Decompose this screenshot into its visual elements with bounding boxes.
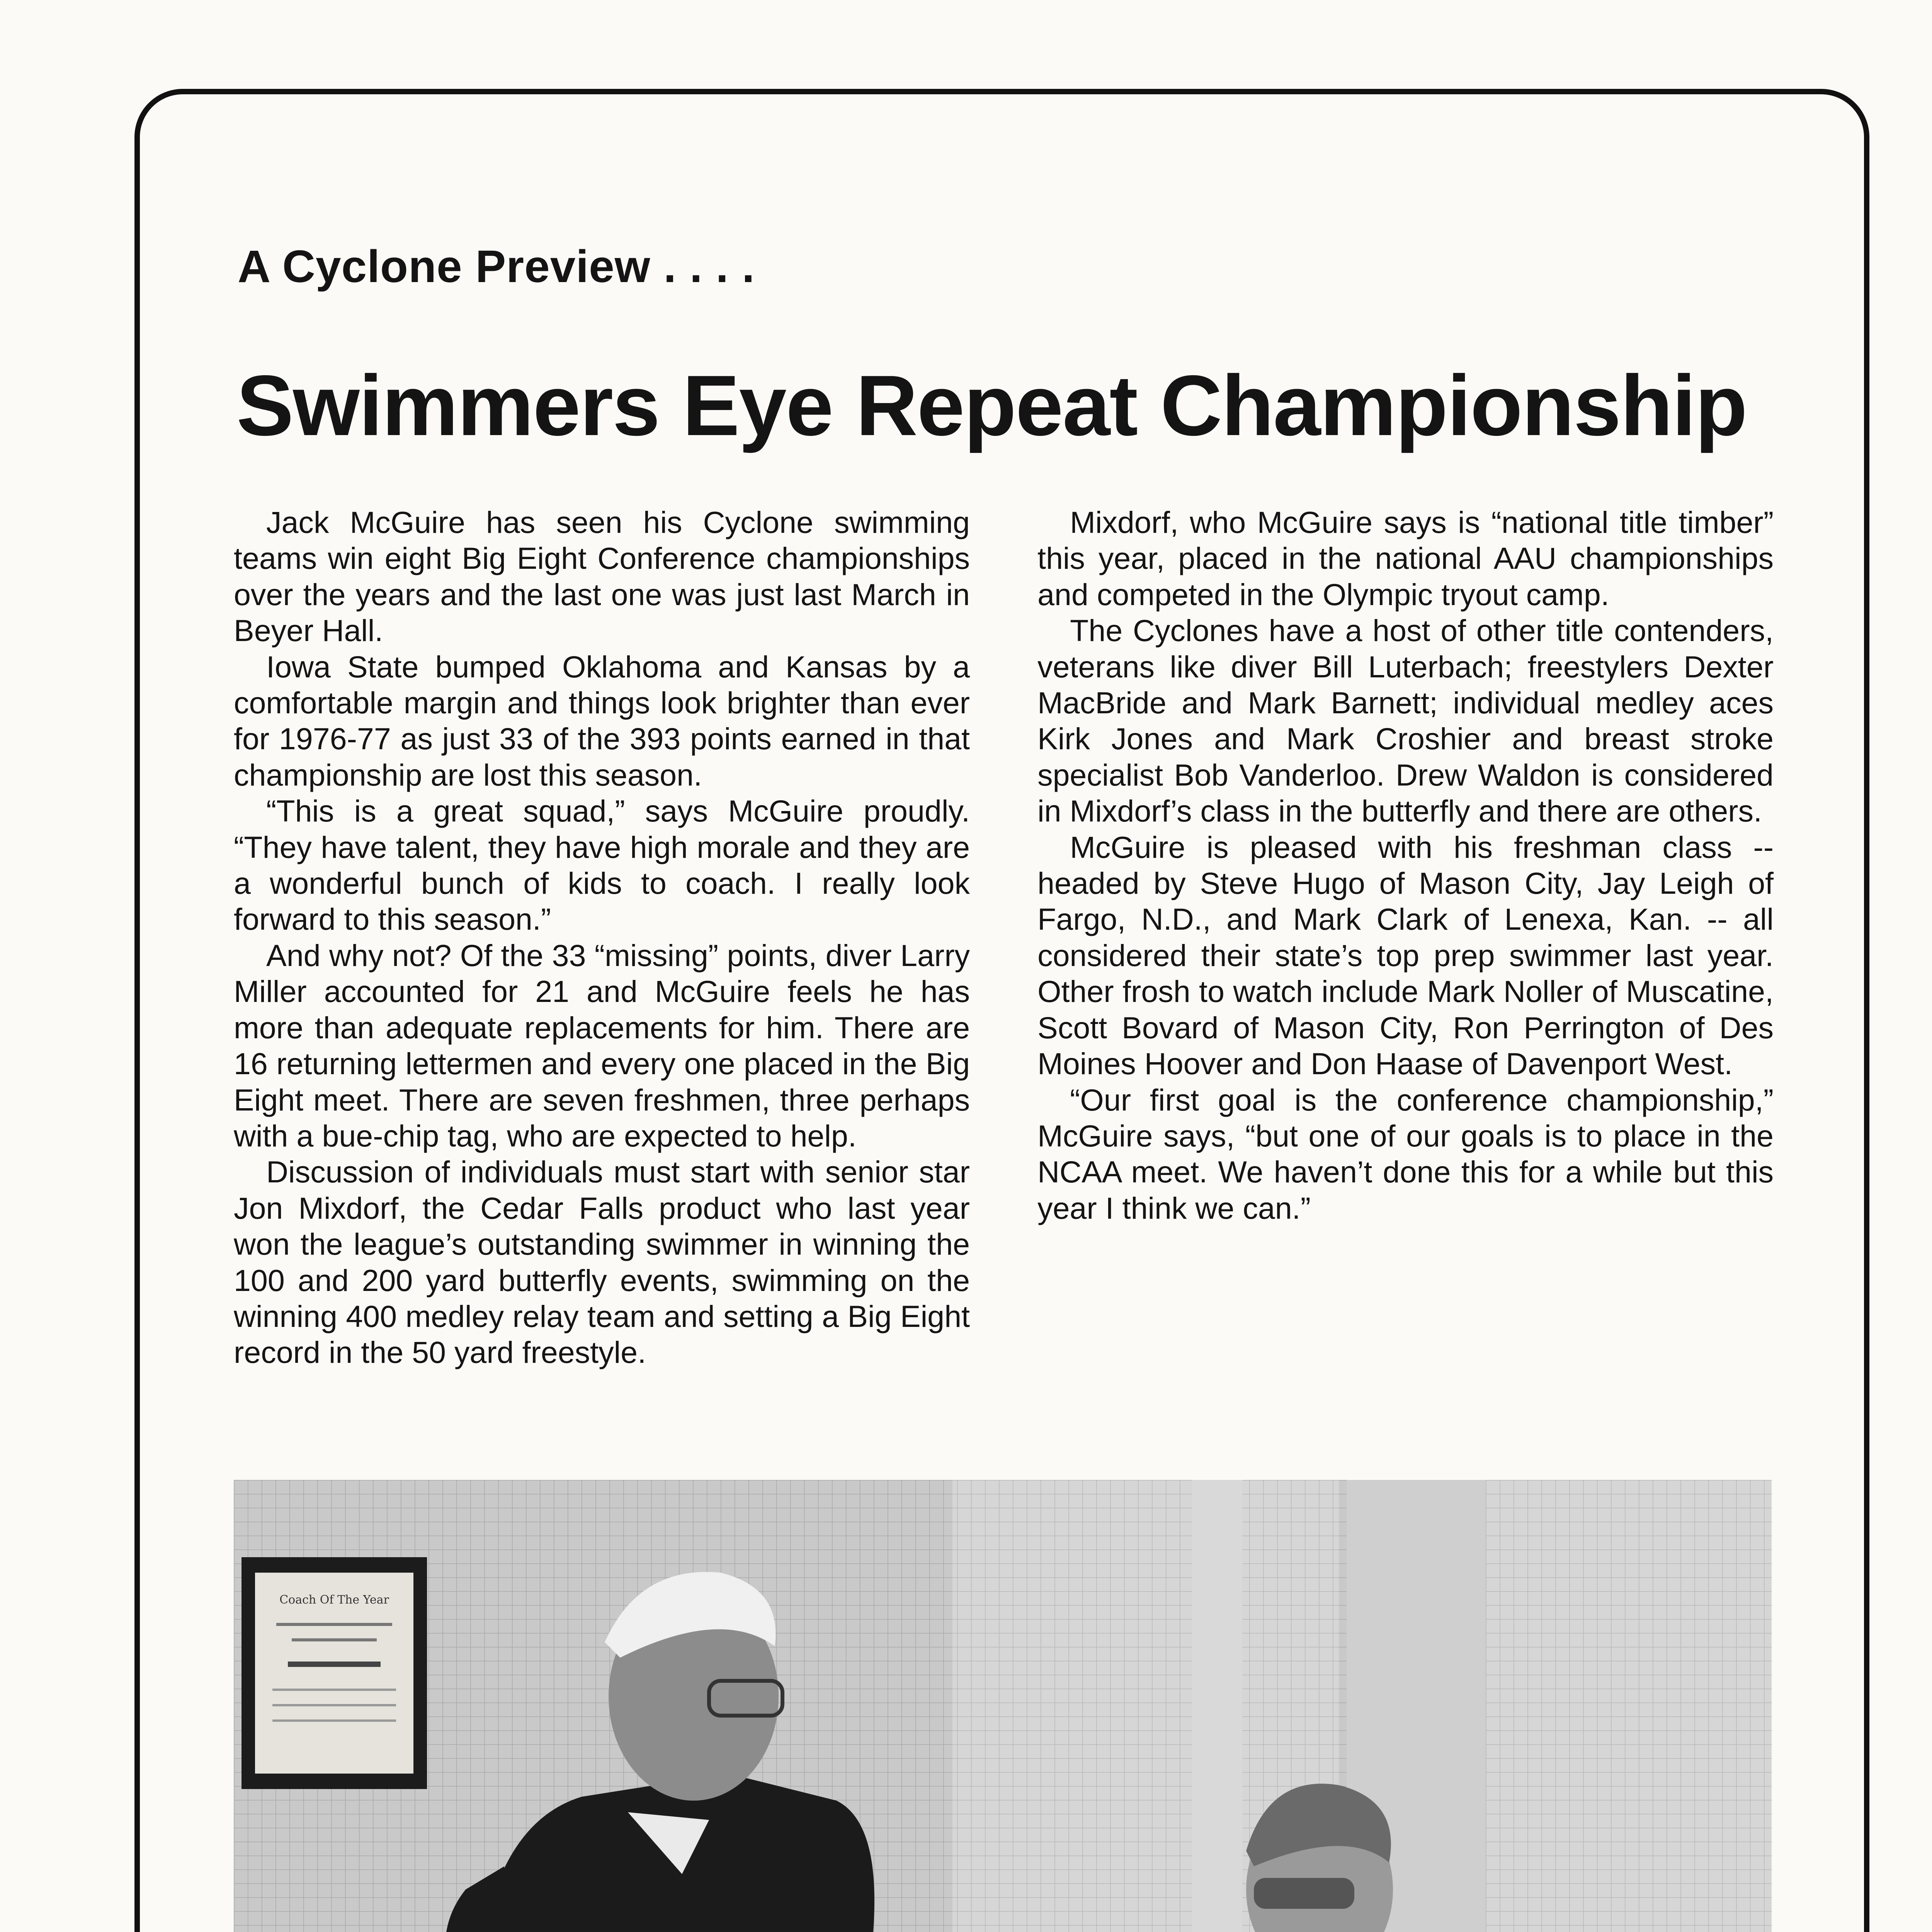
paragraph: McGuire is pleased with his freshman class -- headed by Steve Hugo of Mason City, Jay Leigh of Fargo, N.D., and Mark Clark of Lenexa, Kan. -- all considered their state’s top prep swimmer last year. Other frosh to watch include Mark Noller of Muscatine, Scott Bovard of Mason City, Ron Perrington of Des Moines Hoover and Don Haase of Davenport West.	[1037, 830, 1774, 1081]
article-photo	[234, 1480, 1772, 1932]
paragraph: Jack McGuire has seen his Cyclone swimming teams win eight Big Eight Conference championships over the years and the last one was just last March in Beyer Hall.	[234, 505, 970, 648]
article-headline: Swimmers Eye Repeat Championship	[236, 358, 1747, 454]
paragraph: Mixdorf, who McGuire says is “national title timber” this year, placed in the national AAU championships and competed in the Olympic tryout camp.	[1037, 505, 1774, 612]
certificate-frame	[242, 1557, 427, 1789]
paragraph: Discussion of individuals must start with senior star Jon Mixdorf, the Cedar Falls product who last year won the league’s outstanding swimmer in winning the 100 and 200 yard butterfly events, swimming on the winning 400 medley relay team and setting a Big Eight record in the 50 yard freestyle.	[234, 1155, 970, 1370]
paragraph: The Cyclones have a host of other title contenders, veterans like diver Bill Luterbach; freestylers Dexter MacBride and Mark Barnett; individual medley aces Kirk Jones and Mark Croshier and breast stroke specialist Bob Vanderloo. Drew Waldon is considered in Mixdorf’s class in the butterfly and there are others.	[1037, 613, 1774, 828]
text-column-right	[1037, 504, 1774, 1226]
certificate-title: Coach Of The Year	[279, 1593, 389, 1607]
article-kicker: A Cyclone Preview . . . .	[238, 241, 755, 292]
paragraph: “Our first goal is the conference championship,” McGuire says, “but one of our goals is to place in the NCAA meet. We haven’t done this for a while but this year I think we can.”	[1037, 1082, 1774, 1225]
paragraph: And why not? Of the 33 “missing” points, diver Larry Miller accounted for 21 and McGuire feels he has more than adequate replacements for him. There are 16 returning lettermen and every one placed in the Big Eight meet. There are seven freshmen, three perhaps with a bue-chip tag, who are expected to help.	[234, 938, 970, 1153]
paragraph: Iowa State bumped Oklahoma and Kansas by a comfortable margin and things look brighter than ever for 1976-77 as just 33 of the 393 points earned in that championship are lost this season.	[234, 649, 970, 792]
paragraph: “This is a great squad,” says McGuire proudly. “They have talent, they have high morale and they are a wonderful bunch of kids to coach. I really look forward to this season.”	[234, 794, 970, 937]
text-column-left	[234, 504, 970, 1371]
